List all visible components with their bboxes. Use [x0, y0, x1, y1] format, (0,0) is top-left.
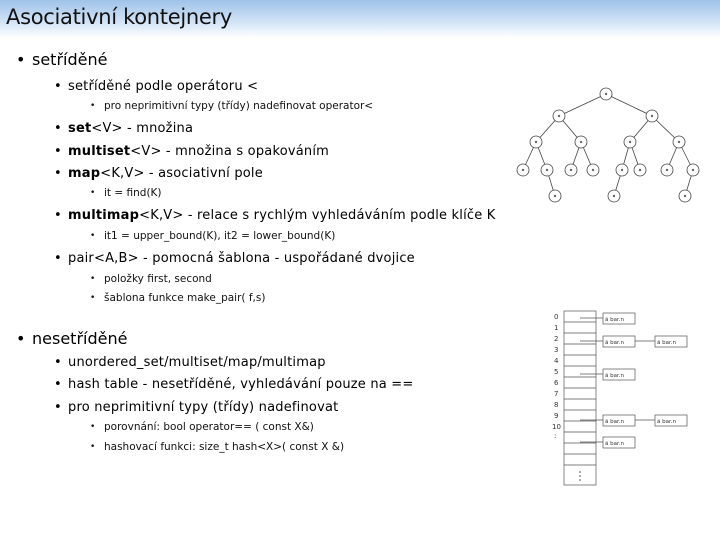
sorted-item-set: • set<V> - množina	[68, 121, 193, 136]
sorted-item-pair: • pair<A,B> - pomocná šablona - uspořádané dvojice	[68, 251, 415, 266]
hash-index: 7	[554, 390, 559, 398]
unsorted-subitem-hash: • hashovací funkci: size_t hash<X>( const X &)	[104, 441, 344, 453]
hash-index: 2	[554, 335, 559, 343]
hash-index: 5	[554, 368, 559, 376]
unsorted-item-nonprimitive: • pro neprimitivní typy (třídy) nadefinovat	[68, 400, 338, 415]
hash-index: 0	[554, 313, 559, 321]
sorted-subitem-operator: • pro neprimitivní typy (třídy) nadefinovat operator<	[104, 100, 373, 112]
sorted-item-map: • map<K,V> - asociativní pole	[68, 166, 263, 181]
hash-entry-label: ä bar.n	[605, 340, 624, 346]
unsorted-item-unordered: • unordered_set/multiset/map/multimap	[68, 355, 326, 370]
hash-index: 4	[554, 357, 559, 365]
unsorted-item-hash-table: • hash table - nesetříděné, vyhledávání pouze na ==	[68, 377, 413, 392]
hash-index: 6	[554, 379, 559, 387]
hash-entry-label: ä bar.n	[605, 419, 624, 425]
hash-table-figure	[551, 310, 696, 486]
sorted-heading: • setříděné	[32, 50, 107, 69]
sorted-subitem-first-second: • položky first, second	[104, 273, 212, 285]
sorted-subitem-bounds: • it1 = upper_bound(K), it2 = lower_bound(K)	[104, 230, 335, 242]
sorted-item-operator: • setříděné podle operátoru <	[68, 79, 258, 94]
hash-index: 9	[554, 412, 559, 420]
sorted-item-multimap: • multimap<K,V> - relace s rychlým vyhledáváním podle klíče K	[68, 208, 496, 223]
hash-entry-label: ä bar.n	[605, 441, 624, 447]
unsorted-subitem-equality: • porovnání: bool operator== ( const X&)	[104, 421, 314, 433]
hash-entry-label: ä bar.n	[605, 317, 624, 323]
sorted-item-multiset: • multiset<V> - množina s opakováním	[68, 144, 329, 159]
unsorted-heading: • nesetříděné	[32, 329, 127, 348]
hash-index: 1	[554, 324, 559, 332]
hash-index: 8	[554, 401, 559, 409]
hash-entry-label: ä bar.n	[605, 373, 624, 379]
hash-entry-label: ä bar.n	[657, 419, 676, 425]
hash-entry-label: ä bar.n	[657, 340, 676, 346]
slide-title: Asociativní kontejnery	[6, 5, 232, 29]
sorted-subitem-make-pair: • šablona funkce make_pair( f,s)	[104, 292, 265, 304]
hash-index: 3	[554, 346, 559, 354]
hash-index: 10	[552, 423, 561, 431]
binary-tree-figure	[509, 82, 709, 215]
hash-index: :	[554, 432, 557, 440]
sorted-subitem-find: • it = find(K)	[104, 187, 162, 199]
